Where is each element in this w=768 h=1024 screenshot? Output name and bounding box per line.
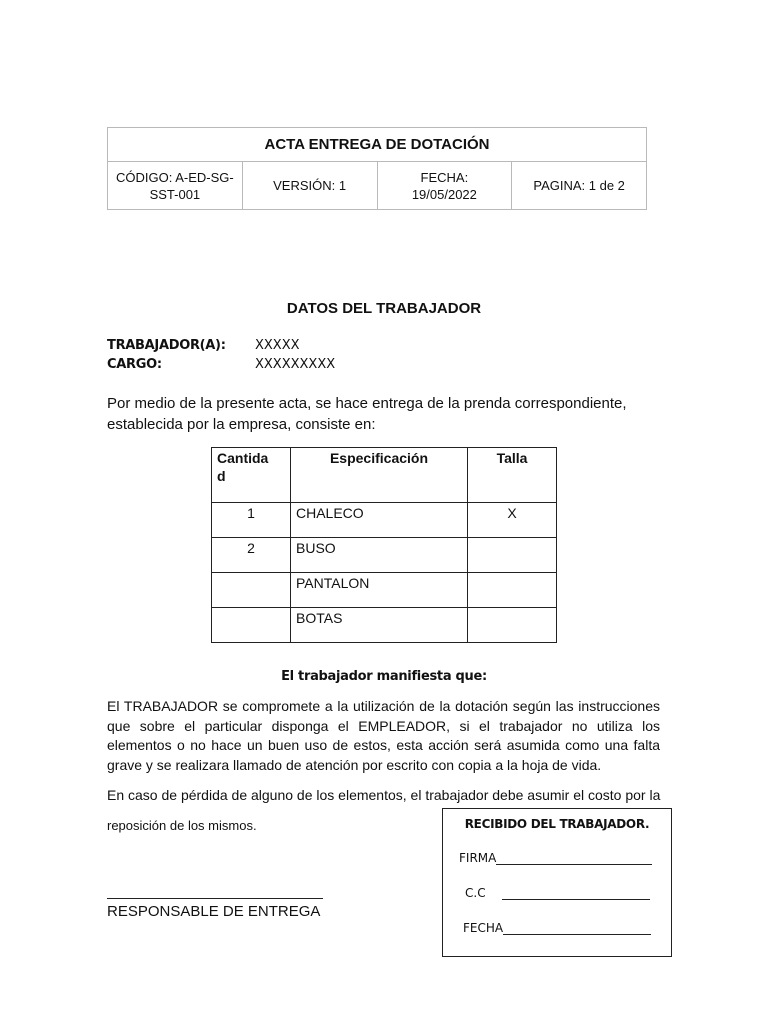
delivery-signature-label: RESPONSABLE DE ENTREGA [107,903,321,920]
column-header-size: Talla [468,448,557,503]
document-code: CÓDIGO: A-ED-SG- SST-001 [108,162,243,210]
items-table [211,447,557,643]
id-line [502,887,650,900]
intro-text: Por medio de la presente acta, se hace entrega de la prenda correspondiente, establecida por la empresa, consiste en: [107,395,627,433]
item-size [468,608,557,643]
worker-value: XXXXX [255,338,300,353]
worker-label: TRABAJADOR(A): [107,338,226,353]
item-quantity: 2 [212,538,291,573]
signature-line [496,852,652,865]
column-header-specification: Especificación [291,448,468,503]
document-date: FECHA: 19/05/2022 [377,162,512,210]
table-row [212,503,557,538]
date-field [463,921,651,935]
document-title: ACTA ENTREGA DE DOTACIÓN [108,128,647,162]
position-label: CARGO: [107,357,162,372]
items-table-header-row [212,448,557,503]
delivery-signature-line [107,884,323,899]
date-line [503,922,651,935]
item-quantity: 1 [212,503,291,538]
table-row [212,538,557,573]
item-quantity [212,608,291,643]
date-label: FECHA [463,921,504,935]
id-field [465,886,650,900]
id-label: C.C [465,886,486,900]
document-header-table [107,127,647,210]
position-value: XXXXXXXXX [255,357,336,372]
item-size [468,538,557,573]
item-size [468,573,557,608]
signature-field [459,851,652,865]
worker-receipt-box [442,808,672,957]
loss-paragraph-continuation: reposición de los mismos. [107,818,257,833]
table-row [212,573,557,608]
item-specification: CHALECO [291,503,468,538]
commitment-paragraph: El TRABAJADOR se compromete a la utilización de la dotación según las instrucciones que sobre el particular disponga el EMPLEADOR, si el trabajador no utiliza los elementos o no hace un buen uso de estos, esta acción será asumida como una falta grave y se realizara llamado de atención por escrito con copia a la hoja de vida. [107,698,660,773]
item-specification: BUSO [291,538,468,573]
manifest-title: El trabajador manifiesta que: [281,669,487,684]
table-row [212,608,557,643]
column-header-quantity: Cantida d [212,448,291,503]
item-specification: BOTAS [291,608,468,643]
receipt-title: RECIBIDO DEL TRABAJADOR. [464,817,650,831]
loss-paragraph: En caso de pérdida de alguno de los elementos, el trabajador debe asumir el costo por la [107,787,661,803]
item-quantity [212,573,291,608]
document-version: VERSIÓN: 1 [242,162,377,210]
worker-section-title: DATOS DEL TRABAJADOR [286,300,482,317]
document-page-number: PAGINA: 1 de 2 [512,162,647,210]
signature-label: FIRMA [459,851,497,865]
item-size: X [468,503,557,538]
item-specification: PANTALON [291,573,468,608]
